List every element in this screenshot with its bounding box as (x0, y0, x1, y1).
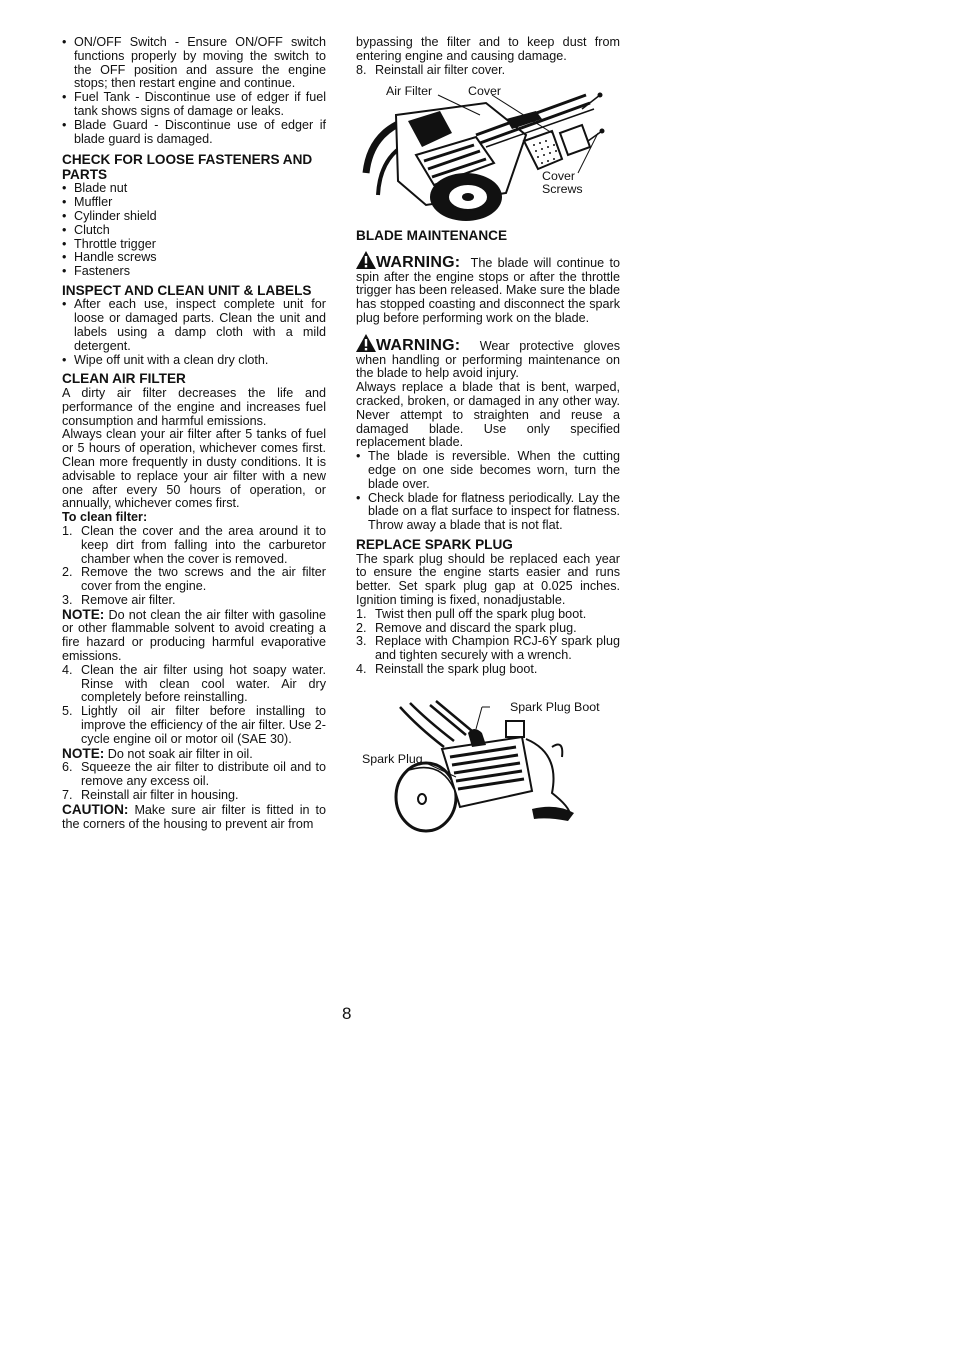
step-number: 1. (62, 523, 73, 538)
clean-steps-b (62, 664, 326, 747)
list-item (62, 566, 326, 594)
blade-maintenance-heading: BLADE MAINTENANCE (356, 228, 508, 244)
inspect-heading: INSPECT AND CLEAN UNIT & LABELS (62, 282, 312, 298)
step-text: Reinstall the spark plug boot. (375, 661, 538, 676)
right-column (356, 36, 620, 837)
warning-2 (356, 334, 620, 381)
step-number: 2. (62, 565, 73, 580)
continued-text: bypassing the filter and to keep dust from entering engine and causing damage. (356, 35, 620, 63)
air-filter-heading: CLEAN AIR FILTER (62, 371, 186, 387)
inspect-list (62, 298, 326, 367)
note-1 (62, 608, 326, 664)
air-filter-label: Air Filter (386, 84, 433, 99)
step-number: 3. (62, 592, 73, 607)
step-number: 5. (62, 704, 73, 719)
step-text: Remove the two screws and the air filter cover from the engine. (81, 565, 326, 594)
step-text: Clean the cover and the area around it to keep dirt from falling into the carburetor chamber when the cover is removed. (81, 523, 326, 566)
list-item: • Muffler (62, 196, 326, 210)
to-clean-label: To clean filter: (62, 510, 148, 525)
caution-text: Make sure air filter is fitted in to the corners of the housing to prevent air from (62, 802, 327, 831)
list-item (356, 64, 620, 78)
spark-plug-steps (356, 608, 620, 677)
list-item (62, 789, 326, 803)
warning-label: WARNING: (376, 253, 461, 271)
step-text: Remove air filter. (81, 592, 176, 607)
list-item: • Wipe off unit with a clean dry cloth. (62, 354, 326, 368)
list-item: • Fuel Tank - Discontinue use of edger if fuel tank shows signs of damage or leaks. (62, 91, 326, 119)
warning-triangle-icon (356, 334, 376, 352)
step-text: Squeeze the air filter to distribute oil and to remove any excess oil. (81, 760, 326, 789)
caution (62, 803, 326, 832)
step-text: Reinstall air filter in housing. (81, 788, 239, 803)
warning-text: The blade will continue to spin after the engine stops or after the throttle trigger has been released. Make sure the blade has stopped coasting and disconnect the spark plug before performing work on the blade. (356, 255, 620, 326)
list-item: • Cylinder shield (62, 210, 326, 224)
fasteners-list (62, 182, 326, 279)
list-item: • Check blade for flatness periodically. Lay the blade on a flat surface to inspect for flatness. Throw away a blade that is not flat. (356, 492, 620, 533)
clean-steps-d (356, 64, 620, 78)
step-number: 7. (62, 788, 73, 803)
air-filter-paragraph-2: Always clean your air filter after 5 tanks of fuel or 5 hours of operation, whichever comes first. Clean more frequently in dusty conditions. It is advisable to replace your air filter with a new one after every 50 hours of operation, or annually, whichever comes first. (62, 427, 326, 511)
warning-1 (356, 251, 620, 326)
note-text: Do not clean the air filter with gasoline or other flammable solvent to avoid creating a fire hazard or producing harmful evaporative emissions. (62, 607, 327, 664)
step-text: Remove and discard the spark plug. (375, 620, 577, 635)
step-text: Replace with Champion RCJ-6Y spark plug and tighten securely with a wrench. (375, 634, 620, 663)
list-item (62, 761, 326, 789)
step-text: Lightly oil air filter before installing to improve the efficiency of the air filter. Use 2-cycle engine oil or motor oil (SAE 30). (81, 704, 326, 746)
caution-label: CAUTION: (62, 801, 129, 817)
clean-steps-a (62, 525, 326, 608)
warning-text: Wear protective gloves when handling or performing maintenance on the blade to help avoid injury. (356, 338, 620, 381)
step-number: 2. (356, 620, 367, 635)
blade-paragraph: Always replace a blade that is bent, warped, cracked, broken, or damaged in any other way. Never attempt to straighten and reuse a damaged blade. Use only specified replacement blade. (356, 380, 620, 450)
list-item: • Throttle trigger (62, 238, 326, 252)
spark-plug-heading: REPLACE SPARK PLUG (356, 537, 513, 553)
list-item: • Fasteners (62, 265, 326, 279)
list-item (62, 705, 326, 746)
note-label: NOTE: (62, 606, 105, 622)
step-number: 4. (62, 662, 73, 677)
spark-plug-boot-label: Spark Plug Boot (510, 699, 600, 714)
cover-label: Cover (468, 84, 502, 99)
list-item: • Handle screws (62, 251, 326, 265)
spark-plug-figure (356, 697, 620, 837)
step-number: 6. (62, 760, 73, 775)
blade-list (356, 450, 620, 533)
step-text: Clean the air filter using hot soapy water. Rinse with clean cool water. Air dry completely before reinstalling. (81, 662, 326, 705)
note-text: Do not soak air filter in oil. (107, 746, 253, 761)
list-item: • ON/OFF Switch - Ensure ON/OFF switch functions properly by moving the switch to the OFF position and assure the engine stops; then restart engine and continue. (62, 36, 326, 91)
list-item (62, 664, 326, 705)
step-number: 8. (356, 62, 367, 77)
clean-steps-c (62, 761, 326, 802)
list-item (356, 663, 620, 677)
list-item: • Clutch (62, 224, 326, 238)
list-item (356, 608, 620, 622)
note-label: NOTE: (62, 745, 105, 761)
warning-label: WARNING: (376, 336, 461, 354)
step-text: Reinstall air filter cover. (375, 62, 506, 77)
left-column (62, 36, 326, 831)
air-filter-paragraph-1: A dirty air filter decreases the life and performance of the engine and increases fuel consumption and harmful emissions. (62, 385, 326, 428)
spark-plug-illustration (356, 697, 620, 837)
list-item: • Blade nut (62, 182, 326, 196)
step-number: 1. (356, 606, 367, 621)
safety-check-list (62, 36, 326, 146)
list-item: • The blade is reversible. When the cutting edge on one side becomes worn, turn the blade over. (356, 450, 620, 491)
page-number: 8 (342, 1004, 352, 1023)
spark-plug-paragraph: The spark plug should be replaced each year to ensure the engine starts easier and runs better. Set spark plug gap at 0.025 inches. Ignition timing is fixed, nonadjustable. (356, 551, 620, 607)
list-item (356, 635, 620, 663)
step-number: 3. (356, 634, 367, 649)
step-text: Twist then pull off the spark plug boot. (375, 606, 587, 621)
list-item (62, 594, 326, 608)
list-item (62, 525, 326, 566)
list-item (356, 622, 620, 636)
fasteners-heading: CHECK FOR LOOSE FASTENERS AND PARTS (62, 152, 313, 182)
list-item: • After each use, inspect complete unit for loose or damaged parts. Clean the unit and labels using a damp cloth with a mild detergent. (62, 298, 326, 353)
air-filter-illustration (356, 85, 620, 223)
note-2 (62, 747, 326, 762)
air-filter-figure (356, 85, 620, 223)
spark-plug-label: Spark Plug (362, 751, 423, 766)
step-number: 4. (356, 661, 367, 676)
cover-screws-label: Cover Screws (542, 169, 583, 197)
warning-triangle-icon (356, 251, 376, 269)
list-item: • Blade Guard - Discontinue use of edger if blade guard is damaged. (62, 119, 326, 147)
